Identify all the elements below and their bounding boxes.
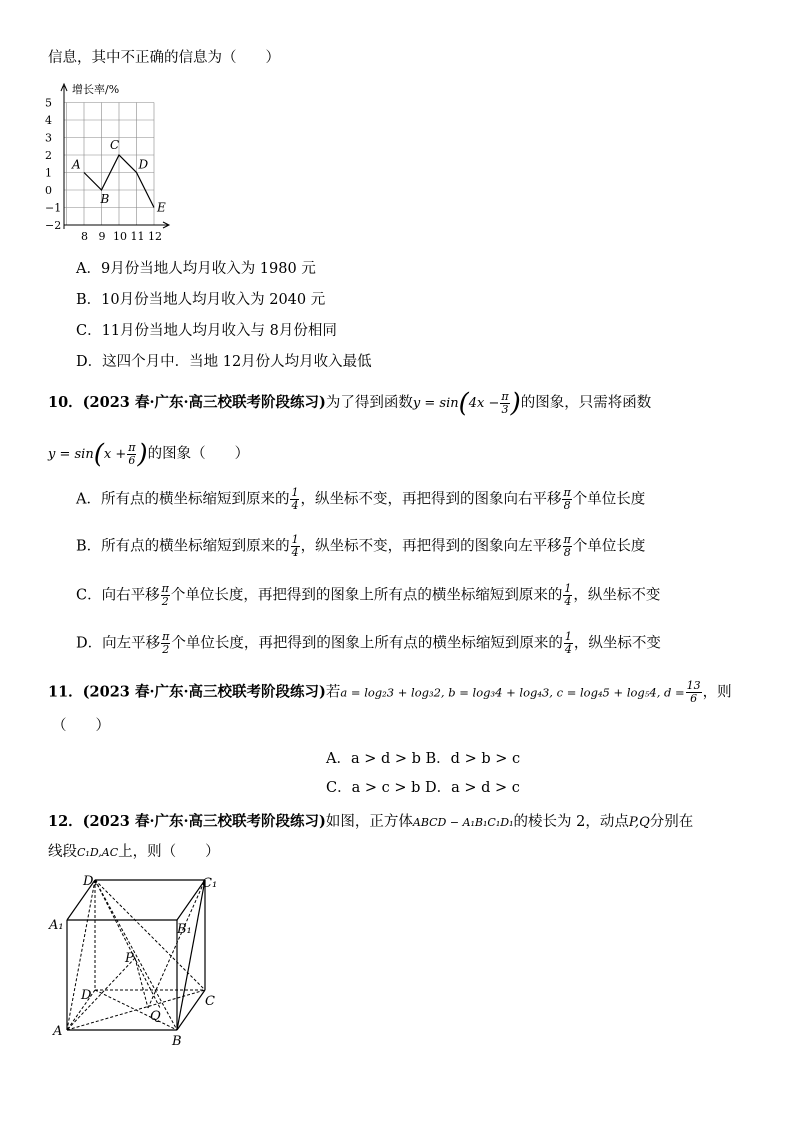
label-p: P [125,951,134,966]
label-d: D [81,988,92,1003]
label-c1: C₁ [202,876,218,891]
q10-stem-line2 [48,439,250,470]
x-tick-label: 11 [130,230,145,243]
q12-cube-figure [45,868,230,1053]
x-tick-label: 12 [148,230,162,243]
q11-options-row1: A．a > d > b B．d > b > c [326,751,521,767]
chart-ylabel: 增长率/% [72,83,120,96]
label-b1: B₁ [177,922,192,937]
point-label-c: C [110,138,120,152]
y-tick-label: −2 [45,219,62,232]
point-label-d: D [138,157,149,172]
y-tick-label: 5 [45,96,52,110]
q9-option-d: D．这四个月中．当地 12月份人均月收入最低 [76,354,372,370]
q11-paren: （ ） [52,718,110,734]
y-tick-label: 2 [45,149,52,162]
label-c: C [205,994,215,1009]
q9-option-a: A．9月份当地人均月收入为 1980 元 [76,261,316,277]
chart-x-tick-labels [81,230,162,243]
x-tick-label: 10 [113,230,127,243]
q10-option-b: B．所有点的横坐标缩短到原来的 $\frac{1}{4}$ ，纵坐标不变，再把得到的图象向左平移 $\frac{\pi}{8}$ 个单位长度 [76,533,646,559]
q10-option-d: D．向左平移 $\frac{\pi}{2}$ 个单位长度，再把得到的图象上所有点的横坐标缩短到原来的 $\frac{1}{4}$ ，纵坐标不变 [76,630,661,656]
x-tick-label: 9 [98,230,106,243]
q9-option-c: C．11月份当地人均月收入与 8月份相同 [76,323,337,339]
q12-stem-line2: 线段C₁D,AC上，则（ ） [48,844,220,860]
q11-options-row2: C．a > c > b D．a > d > c [326,780,520,796]
cube-hidden-edges [67,880,205,1030]
y-tick-label: 4 [45,114,52,127]
y-tick-label: 1 [45,166,52,180]
q10-stem-b: 的图象，只需将函数 [520,395,652,411]
point-label-e: E [157,200,166,215]
label-a: A [53,1024,63,1039]
q10-option-a: A．所有点的横坐标缩短到原来的 $\frac{1}{4}$ ，纵坐标不变，再把得到的图象向右平移 $\frac{\pi}{8}$ 个单位长度 [76,486,646,512]
q10-label: 10．(2023 春·广东·高三校联考阶段练习) [48,394,326,411]
point-label-b: B [100,192,110,206]
q10-stem-line1 [48,388,652,419]
y-tick-label: 3 [45,131,52,145]
x-tick-label: 8 [81,230,88,243]
q11-expr: a = log₂3 + log₃2, b = log₃4 + log₄3, c = log₄5 + log₅4, d = [340,685,685,700]
q10-option-c: C．向右平移 $\frac{\pi}{2}$ 个单位长度，再把得到的图象上所有点的横坐标缩短到原来的 $\frac{1}{4}$ ，纵坐标不变 [76,582,661,608]
q9-stem-tail: 信息，其中不正确的信息为（ ） [48,50,280,66]
y-tick-label: 0 [45,184,52,197]
q10-stem-a: 为了得到函数 [325,395,413,411]
q12-stem-line1: 12．(2023 春·广东·高三校联考阶段练习)如图，正方体ABCD − A₁B₁C₁D₁的棱长为 2，动点P,Q分别在 [48,813,694,830]
q11-d-frac: $\frac{13}{6}$ [686,679,701,705]
q10-func2: y = sin(x + $\frac{\pi}{6}$ ) [48,439,148,470]
q12-label: 12．(2023 春·广东·高三校联考阶段练习) [48,813,326,830]
q11-stem: 11．(2023 春·广东·高三校联考阶段练习)若a = log₂3 + log₃2, b = log₃4 + log₄3, c = log₄5 + log₅4, d = $\frac{13}{6}$ ，则 [48,679,732,705]
point-label-a: A [72,157,81,172]
label-q: Q [150,1009,161,1024]
q10-func1: y = sin(4x − $\frac{\pi}{3}$ ) [412,388,521,419]
q9-growth-chart [40,80,180,245]
label-d1: D₁ [83,874,99,889]
y-tick-label: −1 [45,201,62,215]
label-a1: A₁ [49,918,64,933]
q9-option-b: B．10月份当地人均月收入为 2040 元 [76,292,326,308]
chart-y-tick-labels [45,97,61,233]
cube-vertex-labels [48,874,217,1049]
q10-stem-c: 的图象（ ） [147,446,250,462]
label-b: B [172,1034,182,1049]
q11-label: 11．(2023 春·广东·高三校联考阶段练习) [48,683,326,701]
